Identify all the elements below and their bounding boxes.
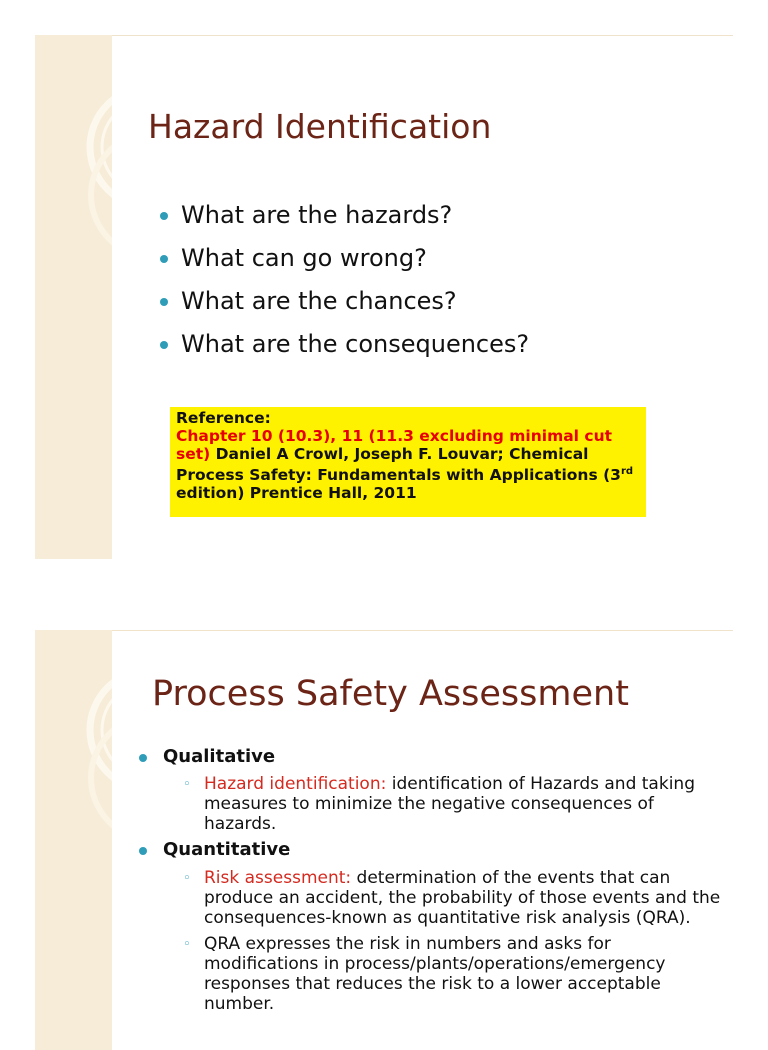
- question-list: [160, 201, 529, 373]
- slide-top-rule: [35, 630, 733, 631]
- quantitative-section: [139, 839, 729, 1014]
- sub-item-text: QRA expresses the risk in numbers and asks for modifications in process/plants/operations/emergency responses that reduces the risk to a lower acceptable number.: [204, 934, 666, 1014]
- sub-item: [183, 774, 729, 834]
- slide-title: Process Safety Assessment: [152, 674, 629, 714]
- bullet-dot-icon: [139, 754, 147, 762]
- section-heading-text: Qualitative: [163, 746, 276, 767]
- reference-heading: Reference:: [176, 409, 271, 427]
- reference-edition: edition) Prentice Hall, 2011: [176, 484, 417, 503]
- decorative-band: [35, 630, 112, 1050]
- term: Hazard identification:: [204, 774, 387, 794]
- reference-body: [176, 427, 640, 502]
- bullet-dot-icon: [160, 212, 168, 220]
- ring-bullet-icon: ◦: [183, 777, 191, 792]
- list-item-text: What are the chances?: [181, 287, 457, 315]
- section-heading-text: Quantitative: [163, 839, 291, 860]
- qualitative-section: [139, 746, 729, 834]
- slide-hazard-identification: [35, 35, 733, 559]
- list-item: [160, 201, 529, 244]
- bullet-dot-icon: [160, 298, 168, 306]
- term-description: determination of the events that can produce an accident, the probability of those events and the consequences-known as quantitative risk analysis (QRA).: [204, 868, 721, 928]
- bullet-dot-icon: [160, 255, 168, 263]
- reference-citation: Daniel A Crowl, Joseph F. Louvar; Chemical Process Safety: Fundamentals with Applications (3: [176, 445, 621, 485]
- list-item: [160, 287, 529, 330]
- slide-title: Hazard Identification: [148, 107, 492, 146]
- term: Risk assessment:: [204, 868, 352, 888]
- list-item-text: What are the consequences?: [181, 330, 530, 358]
- sub-item: [183, 934, 729, 1014]
- list-item-text: What can go wrong?: [181, 244, 427, 272]
- reference-chapters: Chapter 10 (10.3), 11 (11.3 excluding minimal cut set): [176, 427, 613, 463]
- slide-top-rule: [35, 35, 733, 36]
- ring-bullet-icon: ◦: [183, 871, 191, 886]
- section-heading: [139, 746, 729, 767]
- decorative-band: [35, 35, 112, 559]
- slide-process-safety-assessment: [35, 630, 733, 1050]
- decorative-circles-icon: [35, 630, 112, 1050]
- bullet-dot-icon: [139, 847, 147, 855]
- sub-item: [183, 868, 729, 928]
- term-description: identification of Hazards and taking measures to minimize the negative consequences of hazards.: [204, 774, 695, 834]
- ring-bullet-icon: ◦: [183, 937, 191, 952]
- reference-superscript: rd: [620, 466, 634, 477]
- list-item: [160, 244, 529, 287]
- list-item: [160, 330, 529, 373]
- decorative-circles-icon: [35, 35, 112, 559]
- list-item-text: What are the hazards?: [181, 201, 453, 229]
- section-heading: [139, 839, 729, 860]
- reference-box: [170, 407, 646, 517]
- bullet-dot-icon: [160, 341, 168, 349]
